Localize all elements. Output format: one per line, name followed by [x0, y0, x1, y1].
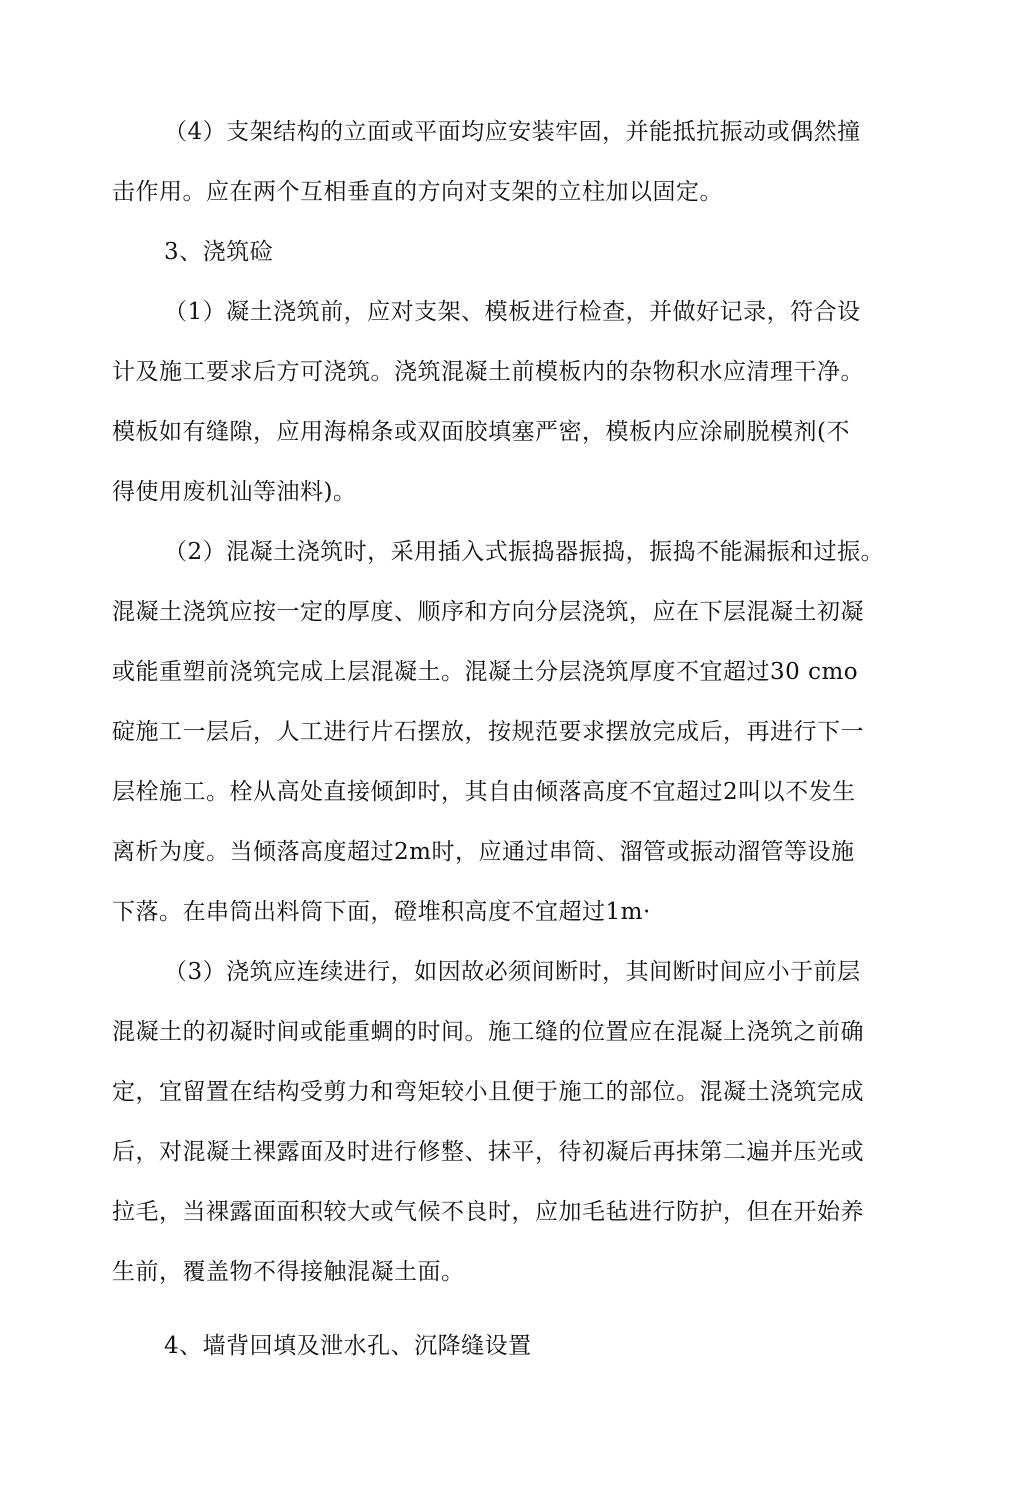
text-line: 混凝土浇筑应按一定的厚度、顺序和方向分层浇筑，应在下层混凝土初凝 [112, 599, 864, 625]
text-line: （4）支架结构的立面或平面均应安装牢固，并能抵抗振动或偶然撞 [164, 119, 861, 145]
text-line: 混凝土的初凝时间或能重蜩的时间。施工缝的位置应在混凝上浇筑之前确 [112, 1019, 864, 1045]
text-line: 下落。在串筒出料筒下面，磴堆积高度不宜超过1m· [112, 899, 651, 925]
text-line: 模板如有缝隙，应用海棉条或双面胶填塞严密，模板内应涂刷脱模剂(不 [112, 419, 850, 445]
text-line: （2）混凝土浇筑时，采用插入式振捣器振捣，振捣不能漏振和过振。 [164, 539, 885, 565]
text-line: 层栓施工。栓从高处直接倾卸时，其自由倾落高度不宜超过2叫以不发生 [112, 779, 856, 805]
text-line: 击作用。应在两个互相垂直的方向对支架的立柱加以固定。 [112, 179, 723, 205]
text-line: （3）浇筑应连续进行，如因故必须间断时，其间断时间应小于前层 [164, 959, 861, 985]
text-line: （1）凝土浇筑前，应对支架、模板进行检查，并做好记录，符合设 [164, 299, 861, 325]
text-line: 离析为度。当倾落高度超过2m时，应通过串筒、溜管或振动溜管等设施 [112, 839, 855, 865]
text-line: 生前，覆盖物不得接触混凝土面。 [112, 1259, 465, 1285]
text-line: 碇施工一层后，人工进行片石摆放，按规范要求摆放完成后，再进行下一 [112, 719, 864, 745]
section-heading: 3、浇筑硷 [164, 239, 274, 265]
text-line: 拉毛，当裸露面面积较大或气候不良时，应加毛毡进行防护，但在开始养 [112, 1199, 864, 1225]
text-line: 后，对混凝土裸露面及时进行修整、抹平，待初凝后再抹第二遍并压光或 [112, 1139, 864, 1165]
text-line: 定，宜留置在结构受剪力和弯矩较小且便于施工的部位。混凝土浇筑完成 [112, 1079, 864, 1105]
text-line: 得使用废机汕等油料)。 [112, 479, 357, 505]
text-line: 计及施工要求后方可浇筑。浇筑混凝土前模板内的杂物积水应清理干净。 [112, 359, 864, 385]
text-line: 或能重塑前浇筑完成上层混凝土。混凝土分层浇筑厚度不宜超过30 cmo [112, 659, 859, 685]
section-heading: 4、墙背回填及泄水孔、沉降缝设置 [164, 1333, 532, 1359]
